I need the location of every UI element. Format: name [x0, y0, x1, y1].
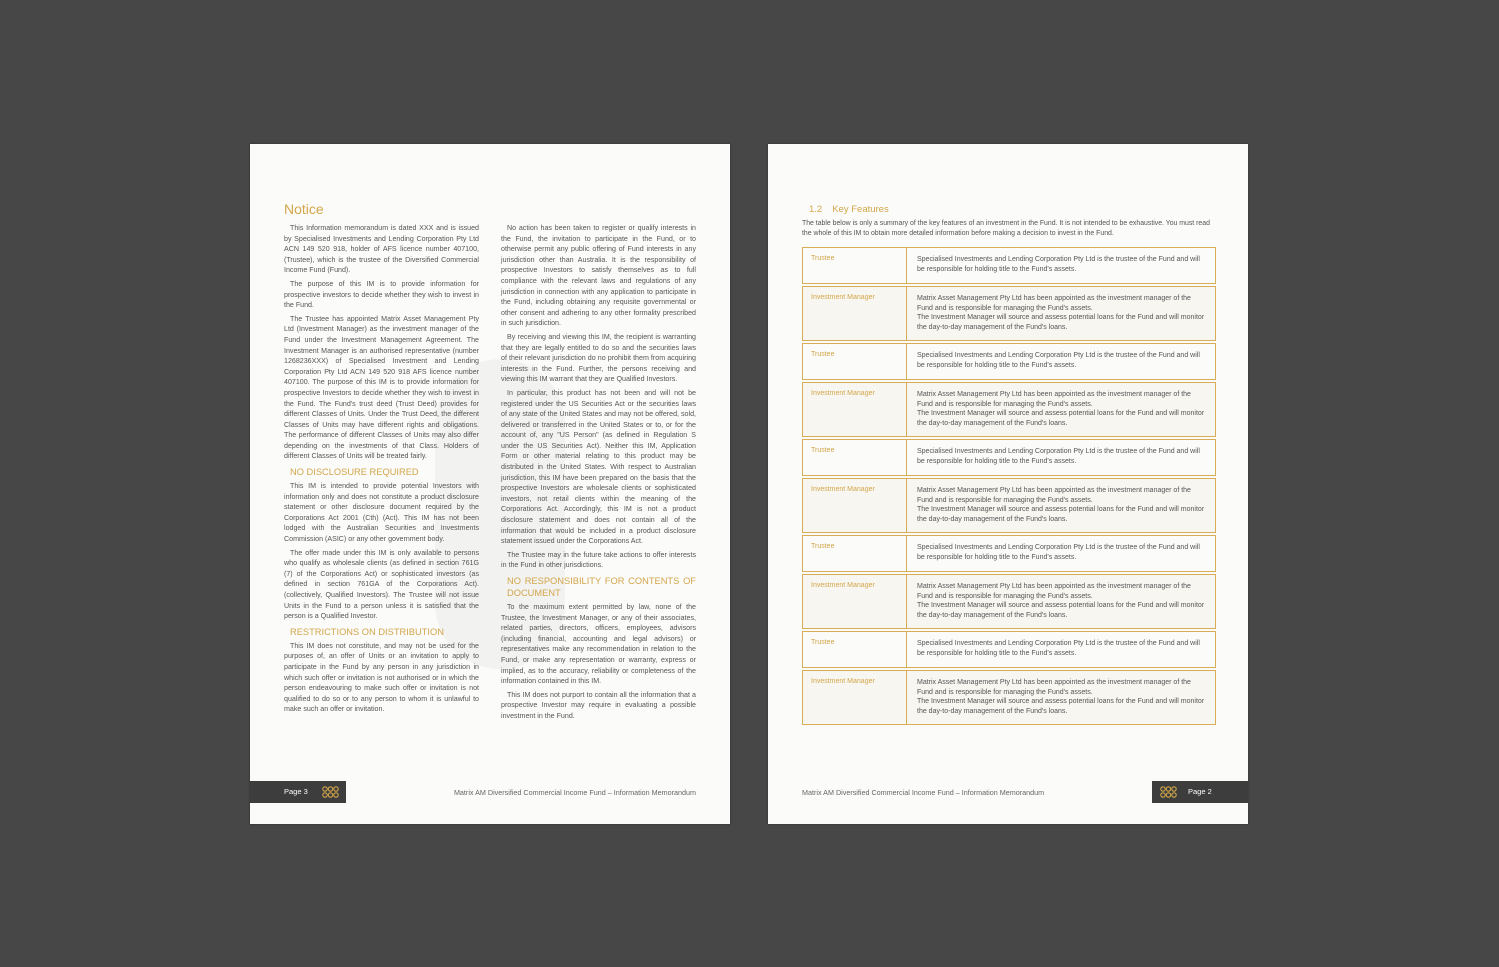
- footer-page-bar: [1152, 781, 1248, 803]
- row-label: Investment Manager: [803, 287, 907, 340]
- section-heading: NO RESPONSIBILITY FOR CONTENTS OF DOCUMENT: [507, 576, 696, 598]
- table-row: [802, 247, 1216, 284]
- paragraph: No action has been taken to register or qualify interests in the Fund, the invitation to participate in the Fund, or to otherwise permit any public offering of Fund interests in any jurisdiction other than Australia. It is the responsibility of prospective Investors to satisfy themselves as to full compliance with the relevant laws and regulations of any jurisdiction in connection with any application to participate in the Fund, including obtaining any requisite governmental or other consent and adhering to any other formality prescribed in such jurisdiction.: [501, 224, 696, 328]
- row-label: Trustee: [803, 248, 907, 283]
- footer-document-title: Matrix AM Diversified Commercial Income Fund – Information Memorandum: [453, 788, 696, 797]
- row-label: Investment Manager: [803, 575, 907, 628]
- row-description: Matrix Asset Management Pty Ltd has been appointed as the investment manager of the Fund and is responsible for managing the Fund's assets. The Investment Manager will source and assess potential loans for the Fund and will monitor the day-to-day management of the Fund's loans.: [917, 487, 1205, 523]
- paragraph: This IM does not constitute, and may not be used for the purposes of, an offer of Units or an invitation to apply to participate in the Fund by any person in any jurisdiction in which such offer or invitation is not authorised or in which the person endeavouring to make such offer or invitation is not qualified to do so or to any person to whom it is unlawful to make such an offer or invitation.: [284, 641, 479, 714]
- row-label: Trustee: [803, 536, 907, 571]
- footer-document-title: Matrix AM Diversified Commercial Income Fund – Information Memorandum: [802, 788, 1045, 797]
- row-label: Investment Manager: [803, 671, 907, 724]
- row-description: Matrix Asset Management Pty Ltd has been appointed as the investment manager of the Fund and is responsible for managing the Fund's assets. The Investment Manager will source and assess potential loans for the Fund and will monitor the day-to-day management of the Fund's loans.: [917, 583, 1205, 619]
- document-page-3: [250, 144, 730, 824]
- page-number: Page 3: [284, 787, 308, 796]
- row-description: Specialised Investments and Lending Corporation Pty Ltd is the trustee of the Fund and will be responsible for holding title to the Fund's assets.: [917, 256, 1200, 273]
- key-features-table: [802, 247, 1216, 727]
- table-row: [802, 535, 1216, 572]
- table-row: [802, 478, 1216, 533]
- paragraph: The Trustee has appointed Matrix Asset Management Pty Ltd (Investment Manager) as the investment manager of the Fund under the Investment Management Agreement. The Investment Manager is an authorised representative (number 1268236XXX) of Specialised Investment and Lending Corporation Pty Ltd ACN 149 520 918 AFS licence number 407100. The purpose of this IM is to provide information for prospective Investors to decide whether they wish to invest in the Fund. The Fund's trust deed (Trust Deed) provides for different Classes of Units. Under the Trust Deed, the different Classes of Units may have different rights and obligations. The performance of different Classes of Units may also differ depending on the investments of that Class. Holders of different Classes of Units will be treated fairly.: [284, 314, 479, 461]
- paragraph: In particular, this product has not been and will not be registered under the US Securities Act or the securities laws of any state of the United States and may not be offered, sold, delivered or transferred in the United States or to, or for the account of, any "US Person" (as defined in Regulation S under the US Securities Act). Neither this IM, Application Form or other material relating to this product may be distributed in the United States. With respect to Australian jurisdiction, this IM have been prepared on the basis that the prospective Investors are wholesale clients or sophisticated investors, not retail clients within the meaning of the Corporations Act. Accordingly, this IM is not a product disclosure statement and does not contain all of the information that would be included in a product disclosure statement issued under the Corporations Act.: [501, 388, 696, 546]
- document-page-2: [768, 144, 1248, 824]
- matrix-rings-logo-icon: [322, 786, 339, 798]
- table-row: [802, 439, 1216, 476]
- row-description: Specialised Investments and Lending Corporation Pty Ltd is the trustee of the Fund and will be responsible for holding title to the Fund's assets.: [917, 640, 1200, 657]
- table-row: [802, 574, 1216, 629]
- row-description: Specialised Investments and Lending Corporation Pty Ltd is the trustee of the Fund and will be responsible for holding title to the Fund's assets.: [917, 352, 1200, 369]
- row-description: Matrix Asset Management Pty Ltd has been appointed as the investment manager of the Fund and is responsible for managing the Fund's assets. The Investment Manager will source and assess potential loans for the Fund and will monitor the day-to-day management of the Fund's loans.: [917, 295, 1205, 331]
- text-column-left: [284, 223, 479, 718]
- section-heading: RESTRICTIONS ON DISTRIBUTION: [290, 626, 444, 637]
- page-title: Notice: [284, 201, 324, 217]
- table-row: [802, 631, 1216, 668]
- section-title: Key Features: [832, 204, 889, 215]
- row-description: Specialised Investments and Lending Corporation Pty Ltd is the trustee of the Fund and will be responsible for holding title to the Fund's assets.: [917, 448, 1200, 465]
- table-row: [802, 382, 1216, 437]
- section-heading: NO DISCLOSURE REQUIRED: [290, 467, 419, 478]
- paragraph: By receiving and viewing this IM, the recipient is warranting that they are legally entitled to do so and the securities laws of their relevant jurisdiction do no prohibit them from acquiring interests in the Fund. Further, the persons receiving and viewing this IM warrant that they are Qualified Investors.: [501, 332, 696, 384]
- paragraph: This Information memorandum is dated XXX and is issued by Specialised Investments and Lending Corporation Pty Ltd ACN 149 520 918, holder of AFS licence number 407100, (Trustee), which is the trustee of the Diversified Commercial Income Fund (Fund).: [284, 224, 479, 275]
- paragraph: To the maximum extent permitted by law, none of the Trustee, the Investment Manager, or any of their associates, related parties, directors, officers, employees, advisors (including financial, accounting and legal advisors) or representatives make any recommendation in relation to the Fund, or make any representation or warranty, express or implied, as to the accuracy, reliability or completeness of the information contained in this IM.: [501, 603, 696, 686]
- paragraph: The purpose of this IM is to provide information for prospective investors to decide whether they wish to invest in the Fund.: [284, 279, 479, 310]
- row-description: Matrix Asset Management Pty Ltd has been appointed as the investment manager of the Fund and is responsible for managing the Fund's assets. The Investment Manager will source and assess potential loans for the Fund and will monitor the day-to-day management of the Fund's loans.: [917, 679, 1205, 715]
- row-description: Matrix Asset Management Pty Ltd has been appointed as the investment manager of the Fund and is responsible for managing the Fund's assets. The Investment Manager will source and assess potential loans for the Fund and will monitor the day-to-day management of the Fund's loans.: [917, 391, 1205, 427]
- section-heading: [809, 204, 889, 215]
- section-intro: The table below is only a summary of the key features of an investment in the Fund. It is not intended to be exhaustive. You must read the whole of this IM to obtain more detailed information before making a decision to invest in the Fund.: [802, 220, 1210, 237]
- paragraph: This IM is intended to provide potential Investors with information only and does not constitute a product disclosure statement or other disclosure document required by the Corporations Act 2001 (Cth) (Act). This IM has not been lodged with the Australian Securities and Investments Commission (ASIC) or any other government body.: [284, 482, 479, 544]
- row-label: Trustee: [803, 440, 907, 475]
- row-label: Trustee: [803, 344, 907, 379]
- text-column-right: [501, 223, 696, 725]
- footer-page-bar: [250, 781, 346, 803]
- page-number: Page 2: [1188, 787, 1212, 796]
- paragraph: The Trustee may in the future take actions to offer interests in the Fund in other jurisdictions.: [501, 550, 696, 570]
- paragraph: This IM does not purport to contain all the information that a prospective Investor may require in evaluating a possible investment in the Fund.: [501, 690, 696, 720]
- row-label: Trustee: [803, 632, 907, 667]
- matrix-rings-logo-icon: [1160, 786, 1177, 798]
- row-description: Specialised Investments and Lending Corporation Pty Ltd is the trustee of the Fund and will be responsible for holding title to the Fund's assets.: [917, 544, 1200, 561]
- row-label: Investment Manager: [803, 383, 907, 436]
- table-row: [802, 286, 1216, 341]
- row-label: Investment Manager: [803, 479, 907, 532]
- table-row: [802, 670, 1216, 725]
- paragraph: The offer made under this IM is only available to persons who qualify as wholesale clients (as defined in section 761G (7) of the Corporations Act) or sophisticated investors (as defined in section 761GA of the Corporations Act). (collectively, Qualified Investors). The Trustee will not issue Units in the Fund to a person unless it is satisfied that the person is a Qualified Investor.: [284, 548, 479, 621]
- table-row: [802, 343, 1216, 380]
- section-number: 1.2: [809, 204, 823, 215]
